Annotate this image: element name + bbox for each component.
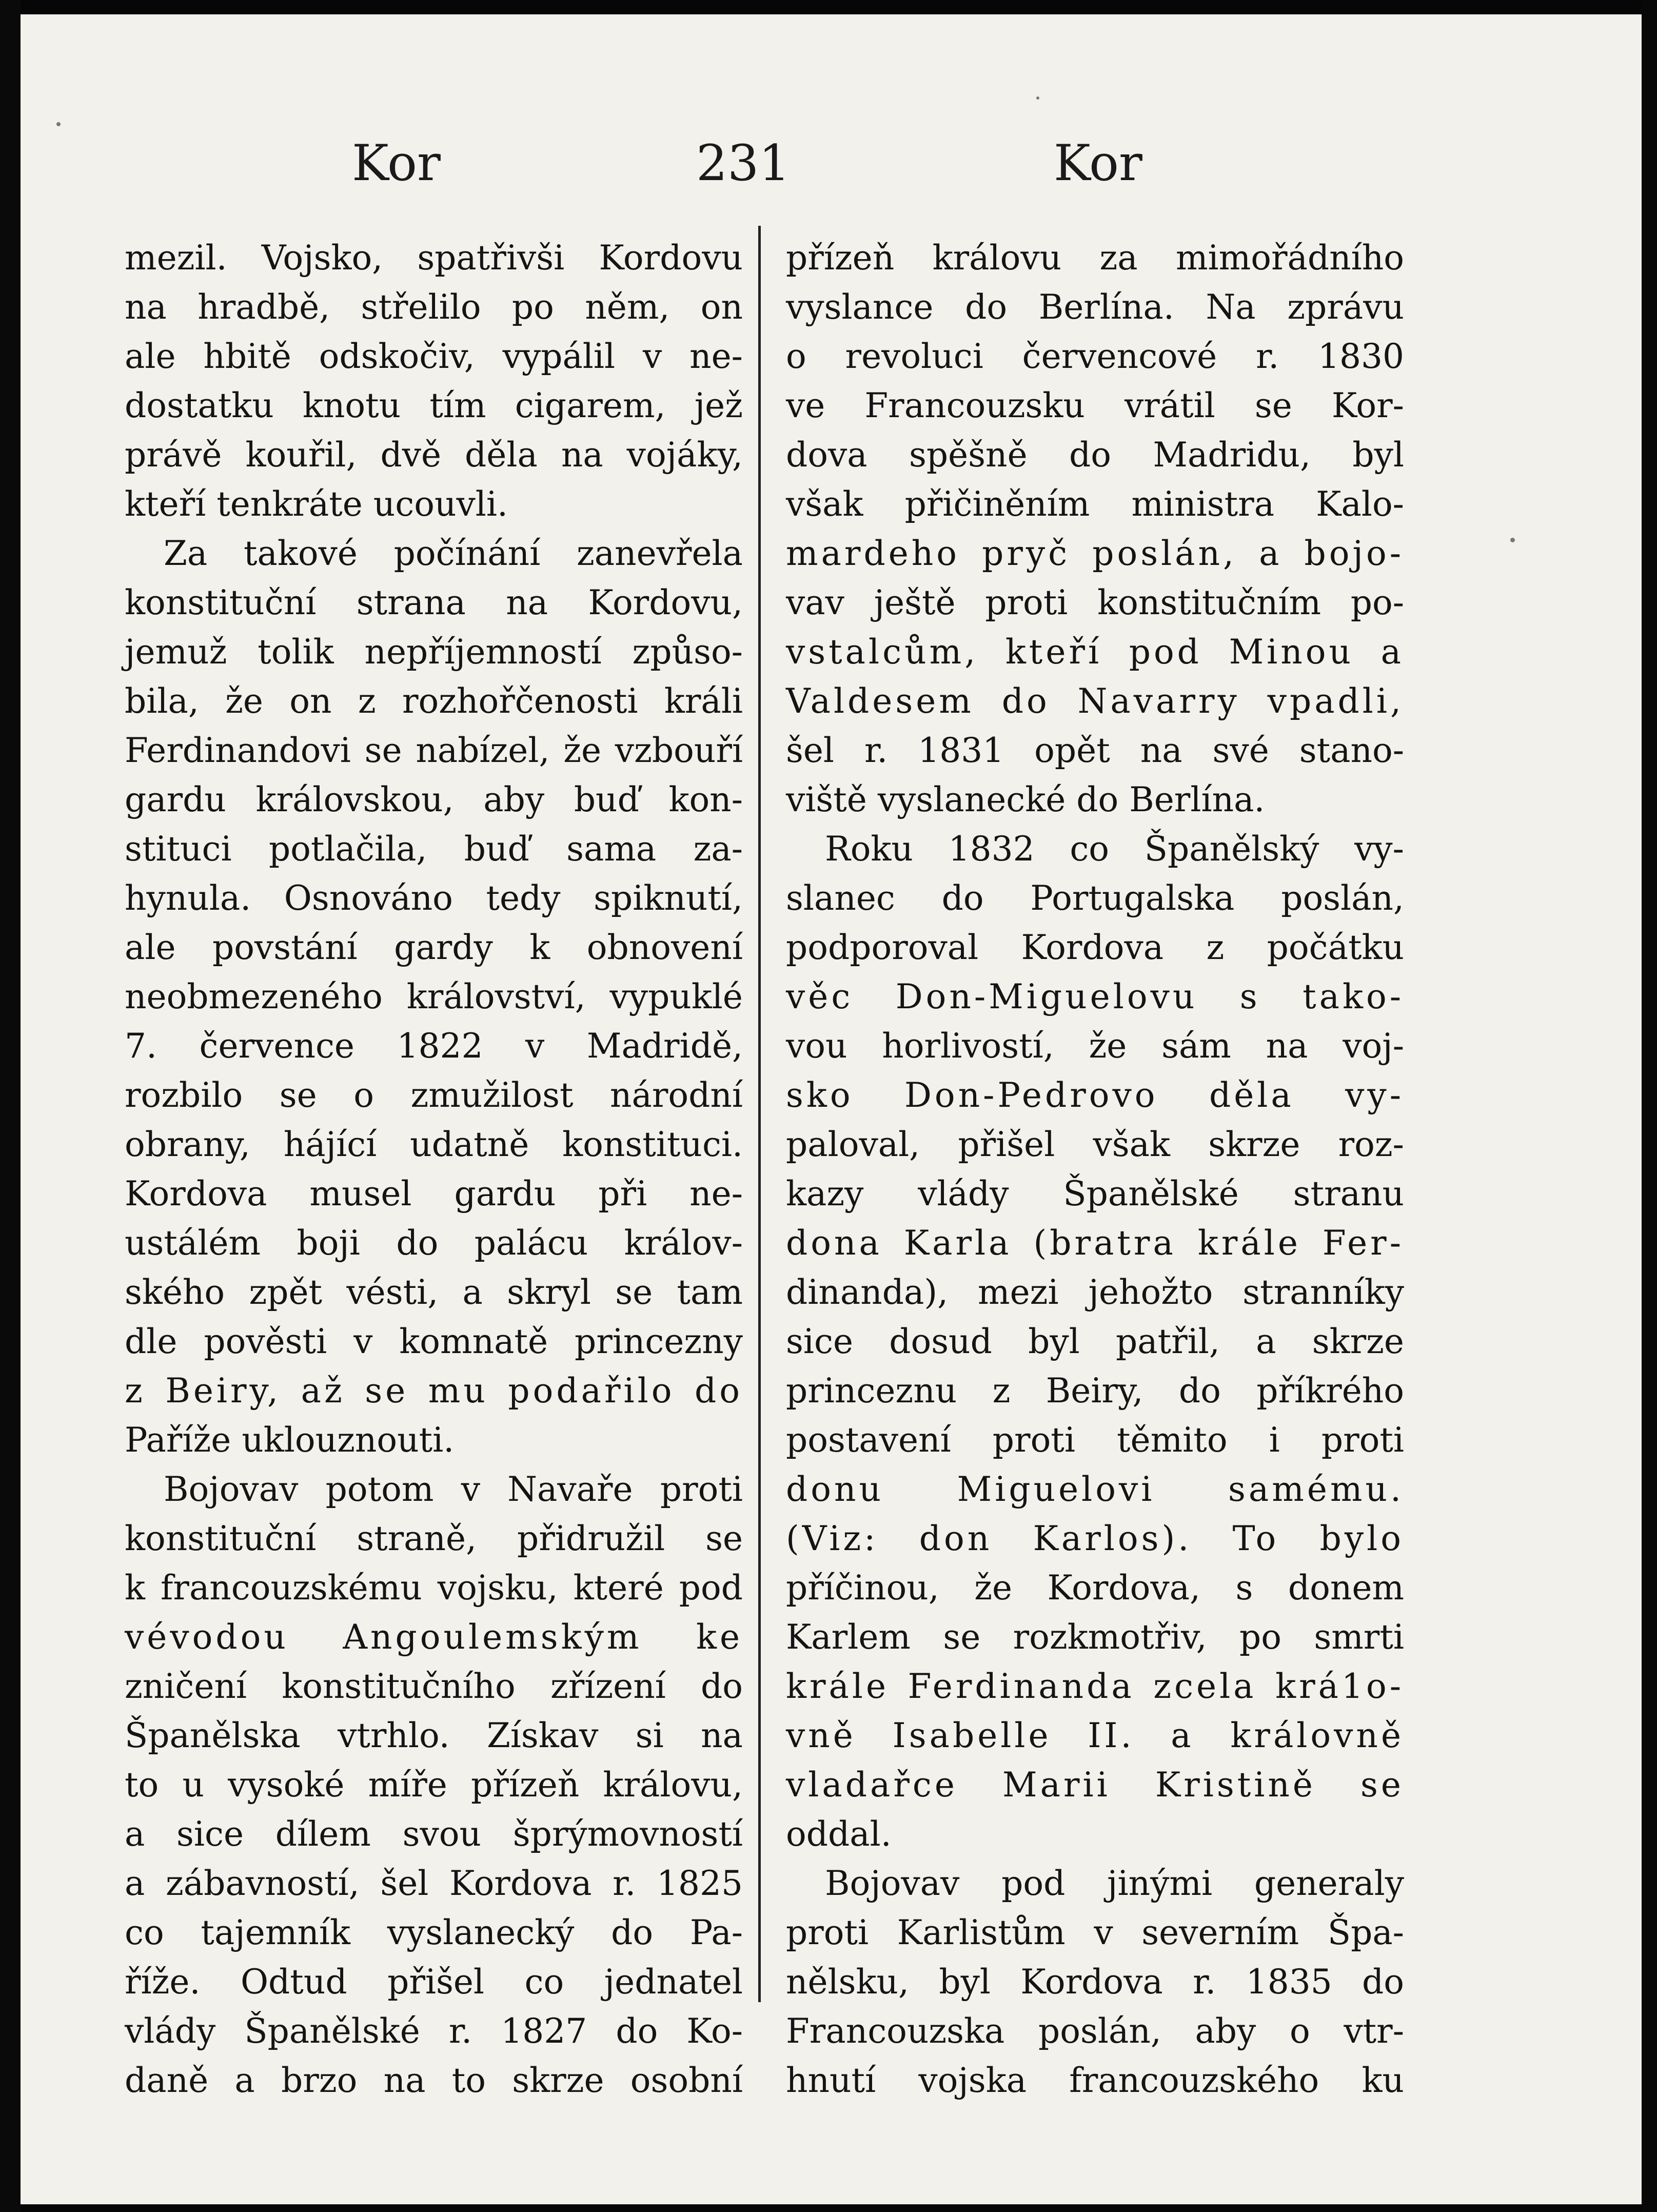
text-line: Karlem se rozkmotřiv, po smrti [786,1617,1404,1657]
column-divider [758,226,761,2002]
text-line: Francouzska poslán, aby o vtr- [786,2011,1404,2051]
text-line: daně a brzo na to skrze osobní [125,2061,743,2100]
text-line: dona Karla (bratra krále Fer- [786,1223,1404,1263]
text-line: příčinou, že Kordova, s donem [786,1568,1404,1608]
text-line: neobmezeného království, vypuklé [125,977,743,1016]
text-line: konstituční strana na Kordovu, [125,583,743,622]
text-line: na hradbě, střelilo po něm, on [125,287,743,327]
text-line: hynula. Osnováno tedy spiknutí, [125,878,743,918]
text-line: Za takové počínání zanevřela [164,534,743,573]
text-line: sice dosud byl patřil, a skrze [786,1322,1404,1361]
text-line: proti Karlistům v severním Špa- [786,1913,1404,1952]
text-line: vav ještě proti konstitučním po- [786,583,1404,622]
text-line: však přičiněním ministra Kalo- [786,484,1404,524]
text-line: dova spěšně do Madridu, byl [786,435,1404,475]
text-line: slanec do Portugalska poslán, [786,878,1404,918]
text-line: krále Ferdinanda zcela krá1o- [786,1667,1404,1706]
text-line: oddal. [786,1814,892,1854]
text-line: dle pověsti v komnatě princezny [125,1322,743,1361]
text-line: Ferdinandovi se nabízel, že vzbouří [125,731,743,770]
text-line: kteří tenkráte ucouvli. [125,484,508,524]
text-line: a zábavností, šel Kordova r. 1825 [125,1864,743,1903]
text-line: ského zpět vésti, a skryl se tam [125,1273,743,1312]
text-line: stituci potlačila, buď sama za- [125,829,743,869]
text-line: konstituční straně, přidružil se [125,1519,743,1558]
text-line: šel r. 1831 opět na své stano- [786,731,1404,770]
text-line: viště vyslanecké do Berlína. [786,780,1265,819]
text-line: (Viz: don Karlos). To bylo [786,1519,1404,1558]
paper-speck [1036,96,1039,100]
text-line: donu Miguelovi samému. [786,1470,1404,1509]
text-line: ustálém boji do palácu králov- [125,1223,743,1263]
text-line: o revoluci červencové r. 1830 [786,337,1404,376]
paper-speck [1510,538,1515,542]
text-line: vévodou Angoulemským ke [125,1617,743,1657]
paper-speck [56,122,61,126]
text-line: to u vysoké míře přízeň královu, [125,1765,743,1805]
text-line: postavení proti těmito i proti [786,1420,1404,1460]
text-line: vladařce Marii Kristině se [786,1765,1404,1805]
text-column-right [786,233,1404,2105]
text-line: jemuž tolik nepříjemností způso- [125,632,743,672]
text-line: dinanda), mezi jehožto stranníky [786,1273,1404,1312]
text-line: nělsku, byl Kordova r. 1835 do [786,1962,1404,2002]
text-line: Bojovav potom v Navaře proti [164,1470,743,1509]
text-line: Paříže uklouznouti. [125,1420,455,1460]
text-line: hnutí vojska francouzského ku [786,2061,1404,2100]
text-line: dostatku knotu tím cigarem, jež [125,386,743,425]
running-head-right: Kor [1054,134,1142,192]
text-line: vně Isabelle II. a královně [786,1716,1404,1755]
text-column-left [125,233,743,2105]
text-line: vou horlivostí, že sám na voj- [786,1026,1404,1066]
text-line: Roku 1832 co Španělský vy- [825,829,1404,869]
text-line: zničení konstitučního zřízení do [125,1667,743,1706]
text-line: z Beiry, až se mu podařilo do [125,1371,743,1411]
text-line: Bojovav pod jinými generaly [825,1864,1404,1903]
text-line: princeznu z Beiry, do příkrého [786,1371,1404,1411]
text-line: věc Don-Miguelovu s tako- [786,977,1404,1016]
text-line: gardu královskou, aby buď kon- [125,780,743,819]
text-line: ale hbitě odskočiv, vypálil v ne- [125,337,743,376]
text-line: právě kouřil, dvě děla na vojáky, [125,435,743,475]
text-line: mardeho pryč poslán, a bojo- [786,534,1404,573]
scan-border-left [0,0,21,2212]
text-line: sko Don-Pedrovo děla vy- [786,1075,1404,1115]
page-number: 231 [696,134,791,192]
text-line: obrany, hájící udatně konstituci. [125,1125,743,1164]
text-line: přízeň královu za mimořádního [786,238,1404,278]
text-line: paloval, přišel však skrze roz- [786,1125,1404,1164]
text-line: bila, že on z rozhořčenosti králi [125,681,743,721]
text-line: a sice dílem svou šprýmovností [125,1814,743,1854]
text-line: k francouzskému vojsku, které pod [125,1568,743,1608]
text-line: podporoval Kordova z počátku [786,928,1404,967]
text-line: co tajemník vyslanecký do Pa- [125,1913,743,1952]
text-line: Kordova musel gardu při ne- [125,1174,743,1213]
running-head-left: Kor [352,134,441,192]
text-line: 7. července 1822 v Madridě, [125,1026,743,1066]
text-line: ve Francouzsku vrátil se Kor- [786,386,1404,425]
text-line: Španělska vtrhlo. Získav si na [125,1716,743,1755]
text-line: kazy vlády Španělské stranu [786,1174,1404,1213]
text-line: mezil. Vojsko, spatřivši Kordovu [125,238,743,278]
text-line: vlády Španělské r. 1827 do Ko- [125,2011,743,2051]
text-line: vyslance do Berlína. Na zprávu [786,287,1404,327]
text-line: vstalcům, kteří pod Minou a [786,632,1404,672]
text-line: Valdesem do Navarry vpadli, [786,681,1404,721]
scan-border-right [1642,0,1657,2212]
text-line: rozbilo se o zmužilost národní [125,1075,743,1115]
text-line: ale povstání gardy k obnovení [125,928,743,967]
text-line: říže. Odtud přišel co jednatel [125,1962,743,2002]
